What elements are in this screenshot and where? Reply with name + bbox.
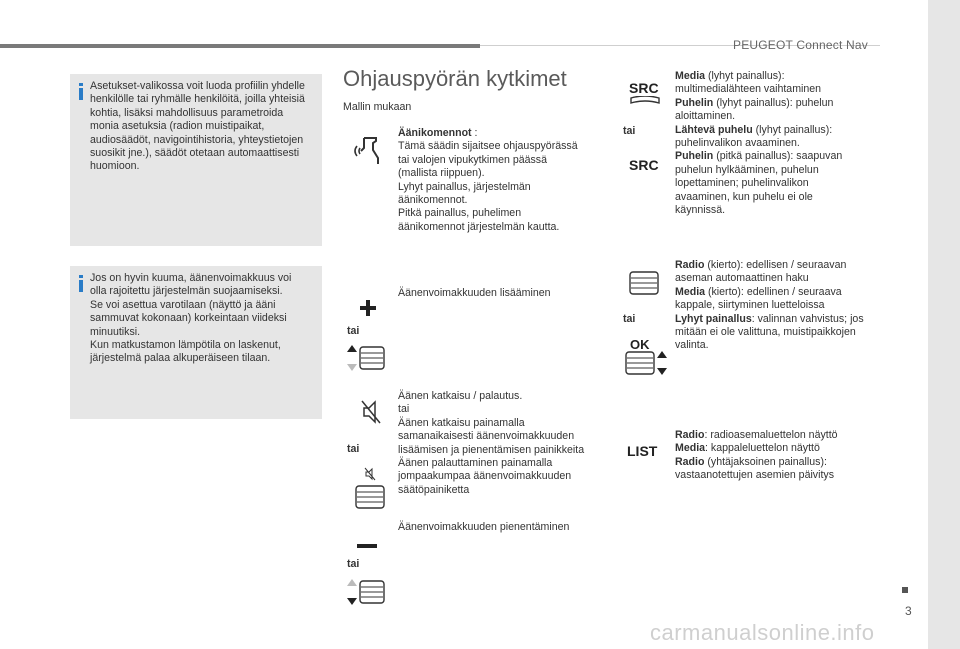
thumbwheel-icon: [346, 344, 386, 372]
page-number: 3: [905, 604, 912, 618]
desc-bold: Media: [675, 442, 706, 455]
desc-text: (lyhyt painallus): puhelun aloittaminen.: [675, 96, 834, 123]
desc-text: (lyhyt painallus): puhelinvalikon avaaminen.: [675, 123, 833, 150]
or-label: tai: [347, 325, 360, 337]
control-desc-mute: Äänen katkaisu / palautus. tai Äänen katkaisu painamalla samanaikaisesti äänenvoimakkuuden lisäämisen ja pienentämisen painikkeita Äänen palauttaminen painamalla jompaakumpaa äänenvoimakkuuden säätöpainiketta: [398, 390, 585, 496]
desc-bold: Lähtevä puhelu: [675, 123, 753, 136]
section-subtitle: Mallin mukaan: [343, 101, 412, 113]
section-title: Ohjauspyörän kytkimet: [343, 66, 567, 91]
desc-text: : radioasemaluettelon näyttö: [704, 429, 838, 441]
control-desc-voice-text: : Tämä säädin sijaitsee ohjauspyörässä tai valojen vipukytkimen päässä (mallista riippuen). Lyhyt painallus, järjestelmän äänikomennot. Pitkä painallus, puhelimen äänikomennot järjestelmän kautta.: [398, 127, 578, 233]
end-of-section-mark: [902, 587, 908, 593]
or-label: tai: [623, 125, 636, 137]
mute-small-icon: [364, 467, 376, 481]
control-desc-volume-up: Äänenvoimakkuuden lisääminen: [398, 287, 551, 299]
desc-bold: Radio: [675, 455, 705, 468]
desc-text: (kierto): edellinen / seuraava kappale, siirtyminen luetteloissa: [675, 285, 842, 312]
src-label: SRC: [629, 80, 659, 96]
control-desc-voice-bold: Äänikomennot: [398, 127, 472, 139]
thumbwheel-icon: [628, 269, 660, 297]
desc-text: (kierto): edellisen / seuraavan aseman automaattinen haku: [675, 259, 847, 285]
src-button-icon: [629, 96, 661, 106]
control-desc-voice: [398, 127, 578, 234]
control-desc-list: [675, 429, 875, 483]
minus-icon: [357, 543, 377, 549]
voice-command-icon: [352, 134, 382, 168]
header-rule: [0, 44, 480, 48]
control-desc-ok: [675, 259, 885, 353]
desc-bold: Puhelin: [675, 150, 714, 163]
thumbwheel-icon: [352, 483, 386, 511]
desc-bold: Radio: [675, 259, 705, 271]
plus-icon: [359, 299, 377, 317]
desc-text: : kappaleluettelon näyttö: [705, 442, 820, 455]
desc-text: (yhtäjaksoinen painallus): vastaanotettujen asemien päivitys: [675, 455, 834, 482]
info-box-text: Asetukset-valikossa voit luoda profiilin yhdelle henkilölle tai ryhmälle henkilöitä, joilla yhteisiä kohtia, lisäksi mahdollisuus parametroida monia asetuksia (radion muistipaikat, audiosäädöt, navigointihistoria, yhteystietojen suosikit jne.), säädöt otetaan automaattisesti huomioon.: [90, 80, 305, 173]
desc-bold: Radio: [675, 429, 705, 441]
info-box-heat: [70, 266, 322, 419]
control-desc-src: [675, 70, 875, 217]
control-desc-volume-down: Äänenvoimakkuuden pienentäminen: [398, 521, 570, 533]
or-label: tai: [347, 558, 360, 570]
desc-bold: Media: [675, 285, 706, 298]
info-icon: [79, 83, 83, 100]
list-label: LIST: [627, 443, 658, 459]
info-box-text: Jos on hyvin kuuma, äänenvoimakkuus voi olla rajoitettu järjestelmän suojaamiseksi. Se voi asettua varotilaan (näyttö ja ääni sammuvat kokonaan) korkeintaan viideksi minuutiksi. Kun matkustamon lämpötila on laskenut, järjestelmä palaa alkuperäiseen tilaan.: [90, 272, 292, 365]
desc-text: : valinnan vahvistus; jos mitään ei ole valittuna, muistipaikkojen valinta.: [675, 312, 864, 352]
mute-icon: [360, 399, 382, 425]
ok-thumbwheel-icon: [624, 350, 668, 376]
desc-text: (lyhyt painallus): multimedialähteen vaihtaminen: [675, 70, 822, 96]
desc-bold: Lyhyt painallus: [675, 312, 752, 325]
info-box-profiles: [70, 74, 322, 246]
desc-bold: Puhelin: [675, 96, 714, 109]
header-title: PEUGEOT Connect Nav: [733, 38, 868, 52]
src-label: SRC: [629, 157, 659, 173]
or-label: tai: [623, 313, 636, 325]
ok-label: OK: [630, 337, 650, 352]
or-label: tai: [347, 443, 360, 455]
info-icon: [79, 275, 83, 292]
page-edge-strip: [928, 0, 960, 649]
desc-text: (pitkä painallus): saapuvan puhelun hylkääminen, puhelun lopettaminen; puhelinvalikon avaaminen, kun puhelu ei ole käynnissä.: [675, 150, 843, 217]
desc-bold: Media: [675, 70, 706, 82]
watermark: carmanualsonline.info: [650, 620, 875, 645]
thumbwheel-icon: [346, 578, 386, 606]
